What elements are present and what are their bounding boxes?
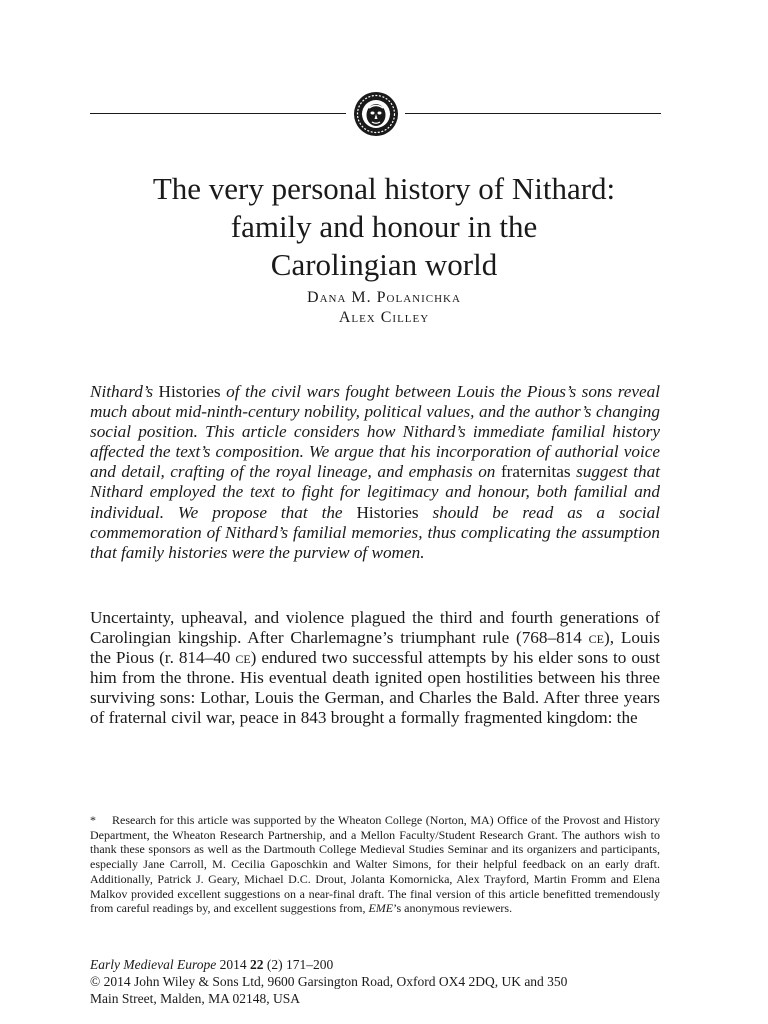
abstract-text: of the civil wars fought between Louis the Pious’s sons reveal much about mid-ninth-century nobility, political values, and the author’s changing social position. This article considers how Nithard’s immediate familial history affected the text’s composition. We argue that his incorporation of authorial voice and detail, crafting of the royal lineage, and emphasis on: [90, 382, 661, 482]
abstract-text: Histories: [356, 502, 419, 522]
abstract-text: Nithard’s: [90, 382, 154, 401]
abstract-text: Histories: [153, 382, 227, 401]
footnote-journal-abbrev: EME: [368, 901, 394, 916]
title-line: family and honour in the: [230, 209, 538, 244]
header-rule-left: [90, 113, 346, 114]
author-list: [90, 288, 678, 328]
title-line: Carolingian world: [270, 247, 498, 282]
abstract-text: should be read as a social commemoration of Nithard’s familial memories, thus complicating the assumption that family histories were the purview of women.: [90, 502, 661, 562]
title-line: The very personal history of Nithard:: [152, 171, 616, 206]
body-text: ) endured two successful attempts by his elder sons to oust him from the throne. His eventual death ignited open hostilities between his three surviving sons: Lothar, Louis the German, and Charles the Bald. After three years of fraternal civil war, peace in 843 brought a formally fragmented kingdom: the: [90, 648, 660, 728]
author-name: Dana M. Polanichka: [307, 289, 461, 306]
copyright-line: © 2014 John Wiley & Sons Ltd, 9600 Garsington Road, Oxford OX4 2DQ, UK and 350: [90, 974, 568, 989]
celtic-face-emblem-icon: [352, 90, 400, 138]
footnote-text: ’s anonymous reviewers.: [393, 901, 513, 916]
journal-citation: [90, 956, 665, 973]
journal-name: Early Medieval Europe: [90, 957, 217, 972]
body-text: ), Louis the Pious (r. 814–40: [90, 628, 660, 668]
footnote: [90, 813, 660, 916]
abstract: [90, 382, 660, 563]
journal-year: 2014: [216, 957, 250, 972]
author-name: Alex Cilley: [338, 309, 430, 326]
header-rule-right: [405, 113, 661, 114]
article-title: [90, 170, 678, 284]
body-text: Uncertainty, upheaval, and violence plagued the third and fourth generations of Carolingian kingship. After Charlemagne’s triumphant rule (768–814: [90, 608, 660, 648]
journal-pages: (2) 171–200: [263, 957, 334, 972]
era-abbreviation: ce: [235, 648, 251, 668]
journal-volume: 22: [249, 957, 264, 972]
body-paragraph: [90, 608, 660, 729]
abstract-text: fraternitas: [500, 462, 571, 482]
journal-info: [90, 956, 665, 1007]
footnote-marker: *: [90, 813, 96, 827]
footnote-text: Research for this article was supported by the Wheaton College (Norton, MA) Office of the Provost and History Department, the Wheaton Research Partnership, and a Mellon Faculty/Student Research Grant. The authors wish to thank these sponsors as well as the Dartmouth College Medieval Studies Seminar and its organizers and participants, especially Jane Carroll, M. Cecilia Gaposchkin and Walter Simons, for their helpful feedback on an early draft. Additionally, Patrick J. Geary, Michael D.C. Drout, Jolanta Komornicka, Alex Trayford, Martin Fromm and Elena Malkov provided excellent suggestions on a near-final draft. The final version of this article benefitted tremendously from careful readings by, and excellent suggestions from,: [90, 813, 660, 916]
era-abbreviation: ce: [588, 628, 605, 648]
abstract-text: suggest that Nithard employed the text to fight for legitimacy and honour, both familial and individual. We propose that the: [90, 462, 660, 522]
publisher-address: Main Street, Malden, MA 02148, USA: [90, 991, 300, 1006]
